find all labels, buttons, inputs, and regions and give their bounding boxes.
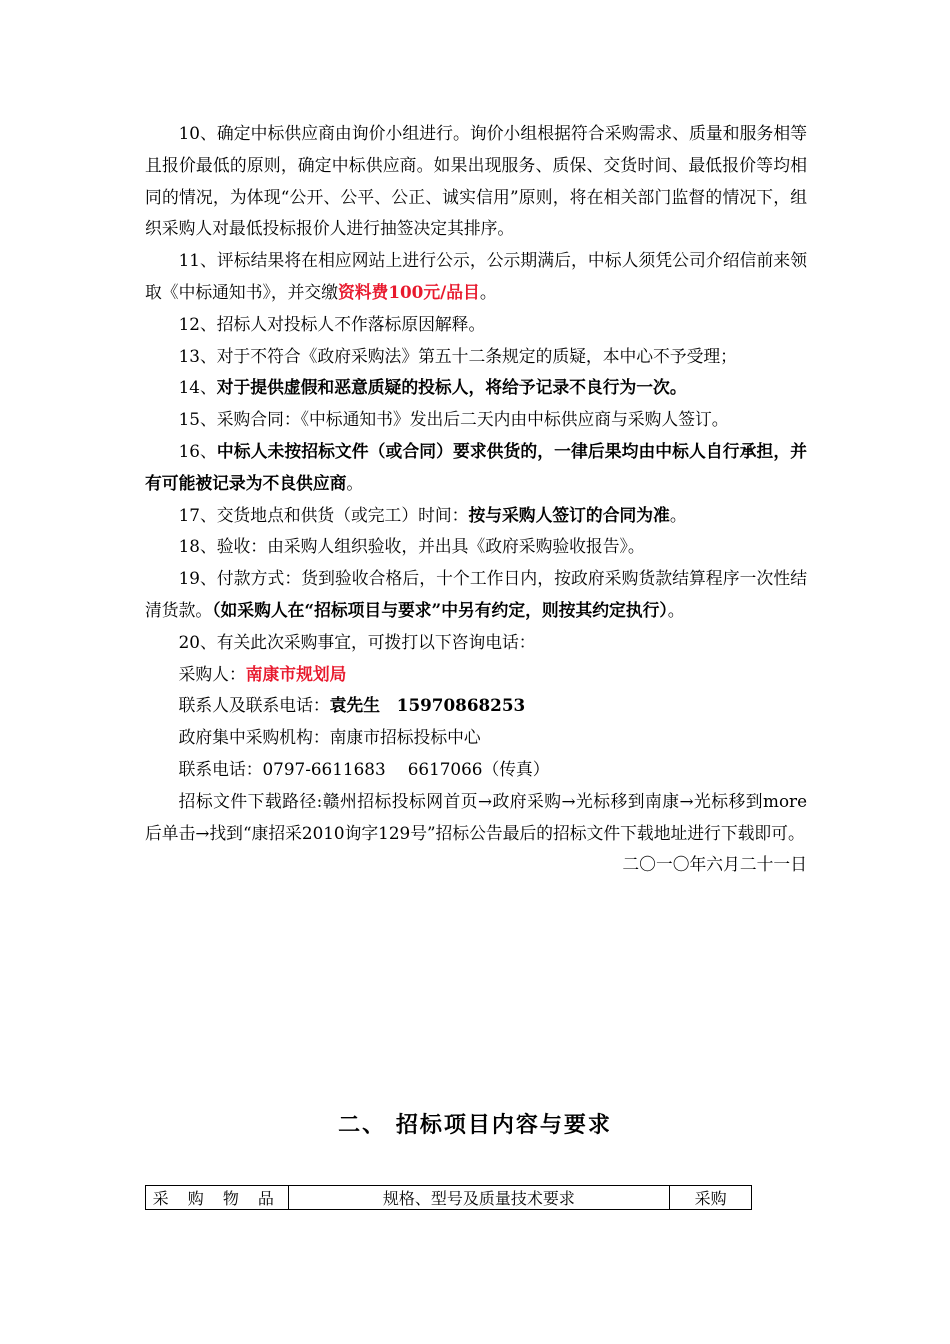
paragraph-11-text: 11、评标结果将在相应网站上进行公示，公示期满后，中标人须凭公司介绍信前来领取《中标通知书》，并交缴 [145, 250, 807, 302]
document-body [145, 118, 807, 881]
paragraph-17-end: 。 [669, 504, 687, 525]
contact-label: 联系人及联系电话： [178, 695, 330, 716]
paragraph-14-bold: 对于提供虚假和恶意质疑的投标人，将给予记录不良行为一次。 [216, 377, 687, 398]
paragraph-16-bold: 中标人未按招标文件（或合同）要求供货的，一律后果均由中标人自行承担，并有可能被记录为不良供应商 [145, 440, 807, 493]
paragraph-17-bold: 按与采购人签订的合同为准 [468, 504, 670, 525]
paragraph-17-text: 17、交货地点和供货（或完工）时间： [178, 504, 469, 525]
paragraph-10: 10、确定中标供应商由询价小组进行。询价小组根据符合采购需求、质量和服务相等且报价最低的原则，确定中标供应商。如果出现服务、质保、交货时间、最低报价等均相同的情况，为体现“公开、公平、公正、诚实信用”原则，将在相关部门监督的情况下，组织采购人对最低投标报价人进行抽签决定其排序。 [145, 123, 807, 239]
buyer-name: 南康市规划局 [245, 663, 347, 684]
table-header-spec: 规格、型号及质量技术要求 [288, 1186, 670, 1210]
phone-line: 联系电话：0797-6611683 6617066（传真） [178, 758, 550, 779]
paragraph-16-end: 。 [346, 472, 364, 493]
paragraph-19-bold: （如采购人在“招标项目与要求”中另有约定，则按其约定执行） [212, 599, 668, 620]
paragraph-19-text: 19、付款方式：货到验收合格后，十个工作日内，按政府采购货款结算程序一次性结清货款。 [145, 568, 807, 620]
paragraph-13: 13、对于不符合《政府采购法》第五十二条规定的质疑，本中心不予受理； [178, 345, 737, 366]
document-date: 二〇一〇年六月二十一日 [622, 854, 807, 875]
paragraph-17 [145, 500, 807, 532]
paragraph-16 [145, 436, 807, 500]
paragraph-14 [145, 372, 807, 404]
contact-value: 袁先生 15970868253 [329, 695, 526, 716]
paragraph-11 [145, 245, 807, 309]
table-header-item: 采 购 物 品 [146, 1186, 289, 1210]
paragraph-19 [145, 563, 807, 627]
paragraph-14-number: 14、 [178, 377, 217, 398]
paragraph-15: 15、采购合同：《中标通知书》发出后二天内由中标供应商与采购人签订。 [178, 409, 729, 430]
table-header-row [146, 1186, 752, 1210]
spec-table [145, 1185, 752, 1210]
buyer-line [145, 659, 807, 691]
contact-line [145, 690, 807, 722]
paragraph-18: 18、验收：由采购人组织验收，并出具《政府采购验收报告》。 [178, 536, 645, 557]
paragraph-19-end: 。 [667, 599, 685, 620]
material-fee-highlight: 资料费100元/品目 [337, 281, 480, 302]
download-instructions: 招标文件下载路径:赣州招标投标网首页→政府采购→光标移到南康→光标移到more后单击→找到“康招采2010询字129号”招标公告最后的招标文件下载地址进行下载即可。 [145, 790, 807, 843]
buyer-label: 采购人： [178, 663, 246, 684]
table-header-purchase: 采购 [670, 1186, 752, 1210]
paragraph-16-number: 16、 [178, 440, 217, 461]
paragraph-12: 12、招标人对投标人不作落标原因解释。 [178, 313, 486, 334]
paragraph-11-end: 。 [479, 281, 497, 302]
paragraph-20: 20、有关此次采购事宜，可拨打以下咨询电话： [178, 631, 536, 652]
section-title: 二、 招标项目内容与要求 [338, 1112, 612, 1138]
agency-line: 政府集中采购机构：南康市招标投标中心 [178, 727, 481, 748]
